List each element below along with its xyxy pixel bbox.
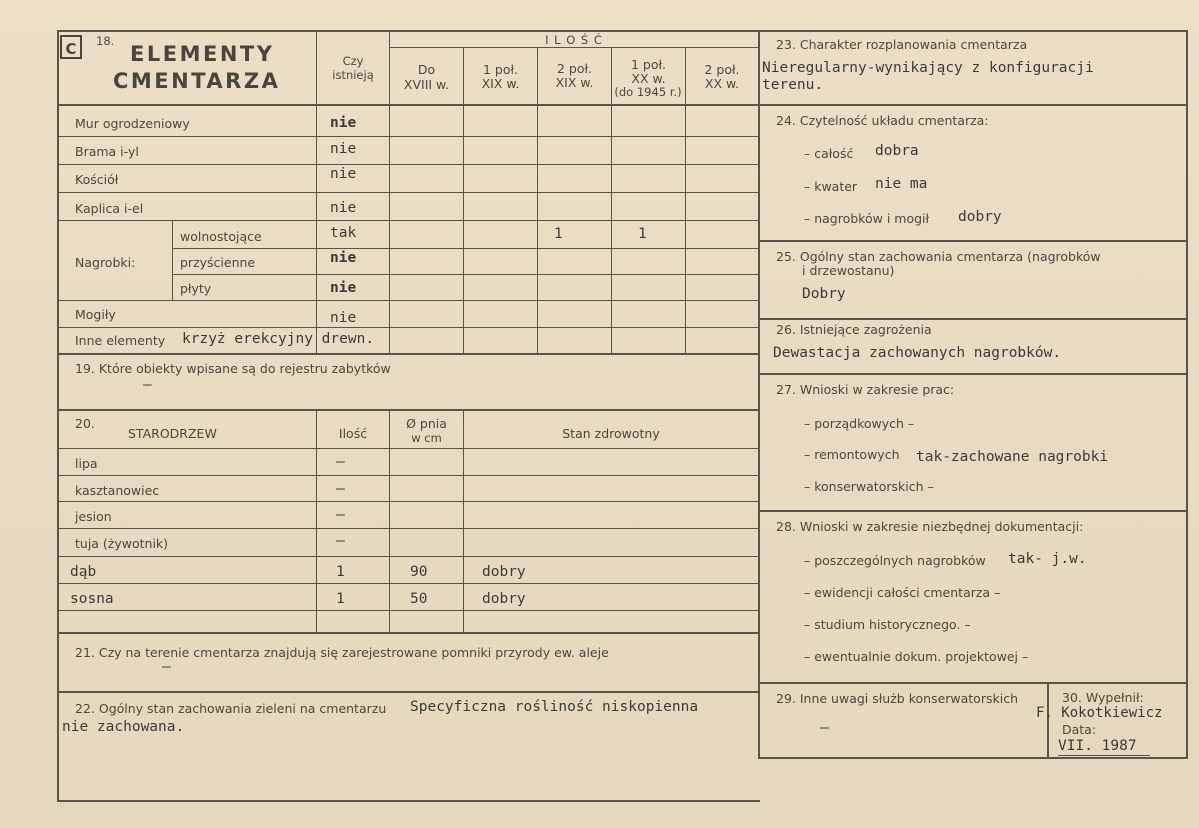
el-label-mogily: Mogiły: [75, 307, 116, 322]
s20-row-line: [57, 610, 758, 611]
s30-date: VII. 1987: [1058, 738, 1137, 754]
s20-bottom-line: [57, 632, 758, 634]
col-sep-2: [463, 47, 464, 355]
col-header-2-l2: XIX w.: [481, 76, 520, 91]
frame-right: [1186, 30, 1188, 759]
s25-label-2: i drzewostanu): [802, 263, 895, 278]
s24-item-1-label: – całość: [804, 146, 854, 161]
tree-stan-sosna: dobry: [482, 591, 526, 607]
s25-label-1: 25. Ogólny stan zachowania cmentarza (nagrobków: [776, 249, 1101, 264]
tree-name-lipa: lipa: [75, 456, 98, 471]
s28-item-2-label: – ewidencji całości cmentarza –: [804, 585, 1001, 600]
count-wolno-xix2: 1: [554, 226, 563, 242]
tree-ilosc-tuja: –: [336, 533, 345, 549]
s22-value-1: Specyficzna rośliność niskopienna: [410, 699, 699, 715]
s28-item-1-label: – poszczególnych nagrobków: [804, 553, 986, 568]
s20-row-line: [57, 475, 758, 476]
s28-label: 28. Wnioski w zakresie niezbędnej dokumentacji:: [776, 519, 1084, 534]
s20-row-line: [57, 448, 758, 449]
el-label-inne: Inne elementy: [75, 333, 166, 348]
s20-row-line: [57, 528, 758, 529]
el-sub-przyscienne: przyścienne: [180, 255, 256, 270]
s23-label: 23. Charakter rozplanowania cmentarza: [776, 37, 1028, 52]
frame-bottom-left: [57, 800, 760, 802]
s26-label: 26. Istniejące zagrożenia: [776, 322, 932, 337]
tree-pien-dab: 90: [410, 564, 428, 580]
s20-row-line: [57, 501, 758, 502]
ilosc-header: I L O Ś Ć: [545, 33, 603, 47]
exists-mogily: nie: [330, 310, 357, 326]
s29-value: —: [820, 720, 829, 736]
s24-item-1-value: dobra: [875, 143, 919, 159]
col-header-2-l1: 1 poł.: [482, 62, 519, 77]
row-line: [57, 164, 758, 165]
el-label-kosciol: Kościół: [75, 172, 119, 187]
s25-value: Dobry: [802, 286, 846, 302]
section-18-num: 18.: [96, 34, 115, 48]
s29-label: 29. Inne uwagi służb konserwatorskich: [776, 691, 1018, 706]
count-wolno-xx1: 1: [638, 226, 647, 242]
s27-item-2-label: – remontowych: [804, 447, 900, 462]
s20-title: STARODRZEW: [128, 426, 217, 441]
el-label-kaplica: Kaplica i-el: [75, 201, 144, 216]
el-label-brama: Brama i-yl: [75, 144, 139, 159]
s19-bottom-line: [57, 409, 758, 411]
s20-col-sep: [463, 409, 464, 632]
s24-item-2-label: – kwater: [804, 179, 858, 194]
s20-col-sep: [316, 409, 317, 632]
s30-name: F. Kokotkiewicz: [1036, 705, 1163, 721]
s22-value-2: nie zachowana.: [62, 719, 185, 735]
exists-przyscienne: nie: [330, 250, 357, 266]
col-header-1-l1: Do: [417, 62, 436, 77]
col-header-4-l2: XX w.: [631, 71, 666, 86]
elements-bottom-line: [57, 353, 758, 355]
row-line: [57, 300, 758, 301]
row-line: [57, 220, 758, 221]
inne-value: krzyż erekcyjny drewn.: [182, 331, 375, 347]
tree-ilosc-kasztanowiec: –: [336, 481, 345, 497]
exists-plyty: nie: [330, 280, 357, 296]
s20-num: 20.: [75, 416, 95, 431]
col-header-3-l2: XIX w.: [555, 75, 594, 90]
s30-data-label: Data:: [1062, 722, 1097, 737]
tree-name-jesion: jesion: [75, 509, 112, 524]
header-bottom-line: [57, 104, 758, 106]
el-sub-plyty: płyty: [180, 281, 212, 296]
row-line: [172, 248, 758, 249]
czy-istnieja-l1: Czy: [342, 54, 364, 68]
s23-value-1: Nieregularny-wynikający z konfiguracji: [762, 60, 1094, 76]
col-header-3-l1: 2 poł.: [556, 61, 593, 76]
exists-wolnostojace: tak: [330, 225, 357, 241]
col-header-4-l1: 1 poł.: [630, 57, 667, 72]
title-line-2: CMENTARZA: [113, 69, 281, 93]
title-line-1: ELEMENTY: [130, 42, 275, 66]
s20-col-pnia-l1: Ø pnia: [406, 416, 447, 431]
row-line: [57, 192, 758, 193]
s26-bottom-line: [760, 373, 1186, 375]
frame-bottom-right: [760, 757, 1188, 759]
tree-ilosc-lipa: –: [336, 454, 345, 470]
exists-mur: nie: [330, 115, 357, 131]
s27-item-3-label: – konserwatorskich –: [804, 479, 934, 494]
tree-name-kasztanowiec: kasztanowiec: [75, 483, 160, 498]
exists-brama: nie: [330, 141, 357, 157]
s25-bottom-line: [760, 318, 1186, 320]
exists-kaplica: nie: [330, 200, 357, 216]
col-header-1-l2: XVIII w.: [403, 77, 450, 92]
tree-ilosc-dab: 1: [336, 564, 345, 580]
col-sep-3: [537, 47, 538, 355]
s28-bottom-line: [760, 682, 1186, 684]
col-header-4-l3: (do 1945 r.): [614, 85, 682, 99]
s21-label: 21. Czy na terenie cmentarza znajdują się zarejestrowane pomniki przyrody ew. aleje: [75, 645, 609, 660]
s24-item-2-value: nie ma: [875, 176, 928, 192]
s28-item-4-label: – ewentualnie dokum. projektowej –: [804, 649, 1029, 664]
frame-left: [57, 30, 59, 802]
s24-item-3-value: dobry: [958, 209, 1002, 225]
s28-item-1-value: tak- j.w.: [1008, 551, 1087, 567]
s24-bottom-line: [760, 240, 1186, 242]
tree-ilosc-jesion: –: [336, 507, 345, 523]
s27-item-1-label: – porządkowych –: [804, 416, 915, 431]
tree-name-tuja: tuja (żywotnik): [75, 536, 169, 551]
s20-col-stan: Stan zdrowotny: [562, 426, 660, 441]
el-label-mur: Mur ogrodzeniowy: [75, 116, 190, 131]
el-sub-wolnostojace: wolnostojące: [180, 229, 262, 244]
s30-date-underline: [1058, 755, 1150, 756]
tree-stan-dab: dobry: [482, 564, 526, 580]
s26-value: Dewastacja zachowanych nagrobków.: [773, 345, 1062, 361]
s19-label: 19. Które obiekty wpisane są do rejestru zabytków: [75, 361, 391, 376]
tree-name-dab: dąb: [70, 564, 97, 580]
s24-label: 24. Czytelność układu cmentarza:: [776, 113, 989, 128]
row-line: [57, 136, 758, 137]
czy-istnieja-l2: istnieją: [332, 68, 374, 82]
frame-mid: [758, 30, 760, 759]
card-letter-box: C: [60, 35, 82, 59]
s21-bottom-line: [57, 691, 758, 693]
frame-top-right: [760, 30, 1188, 32]
s27-item-2-value: tak-zachowane nagrobki: [916, 449, 1109, 465]
tree-ilosc-sosna: 1: [336, 591, 345, 607]
s24-item-3-label: – nagrobków i mogił: [804, 211, 930, 226]
s28-item-3-label: – studium historycznego. –: [804, 617, 971, 632]
s23-bottom-line: [760, 104, 1186, 106]
row-line: [57, 327, 758, 328]
s30-label: 30. Wypełnił:: [1062, 690, 1144, 705]
col-header-5-l1: 2 poł.: [704, 62, 740, 77]
s21-value: —: [162, 659, 171, 675]
exists-kosciol: nie: [330, 166, 357, 182]
s27-label: 27. Wnioski w zakresie prac:: [776, 382, 955, 397]
nagrobki-sep: [172, 220, 173, 300]
el-label-nagrobki: Nagrobki:: [75, 255, 136, 270]
col-header-5-l2: XX w.: [704, 76, 740, 91]
row-line: [172, 274, 758, 275]
s20-col-pnia-l2: w cm: [411, 431, 442, 445]
s20-row-line: [57, 556, 758, 557]
tree-name-sosna: sosna: [70, 591, 114, 607]
s22-label: 22. Ogólny stan zachowania zieleni na cmentarzu: [75, 701, 387, 716]
tree-pien-sosna: 50: [410, 591, 428, 607]
s20-col-ilosc: Ilość: [338, 426, 368, 441]
s19-value: —: [143, 377, 152, 393]
s23-value-2: terenu.: [762, 77, 824, 93]
frame-top-left: [57, 30, 760, 32]
s27-bottom-line: [760, 510, 1186, 512]
s20-col-sep: [389, 409, 390, 632]
s20-row-line: [57, 583, 758, 584]
